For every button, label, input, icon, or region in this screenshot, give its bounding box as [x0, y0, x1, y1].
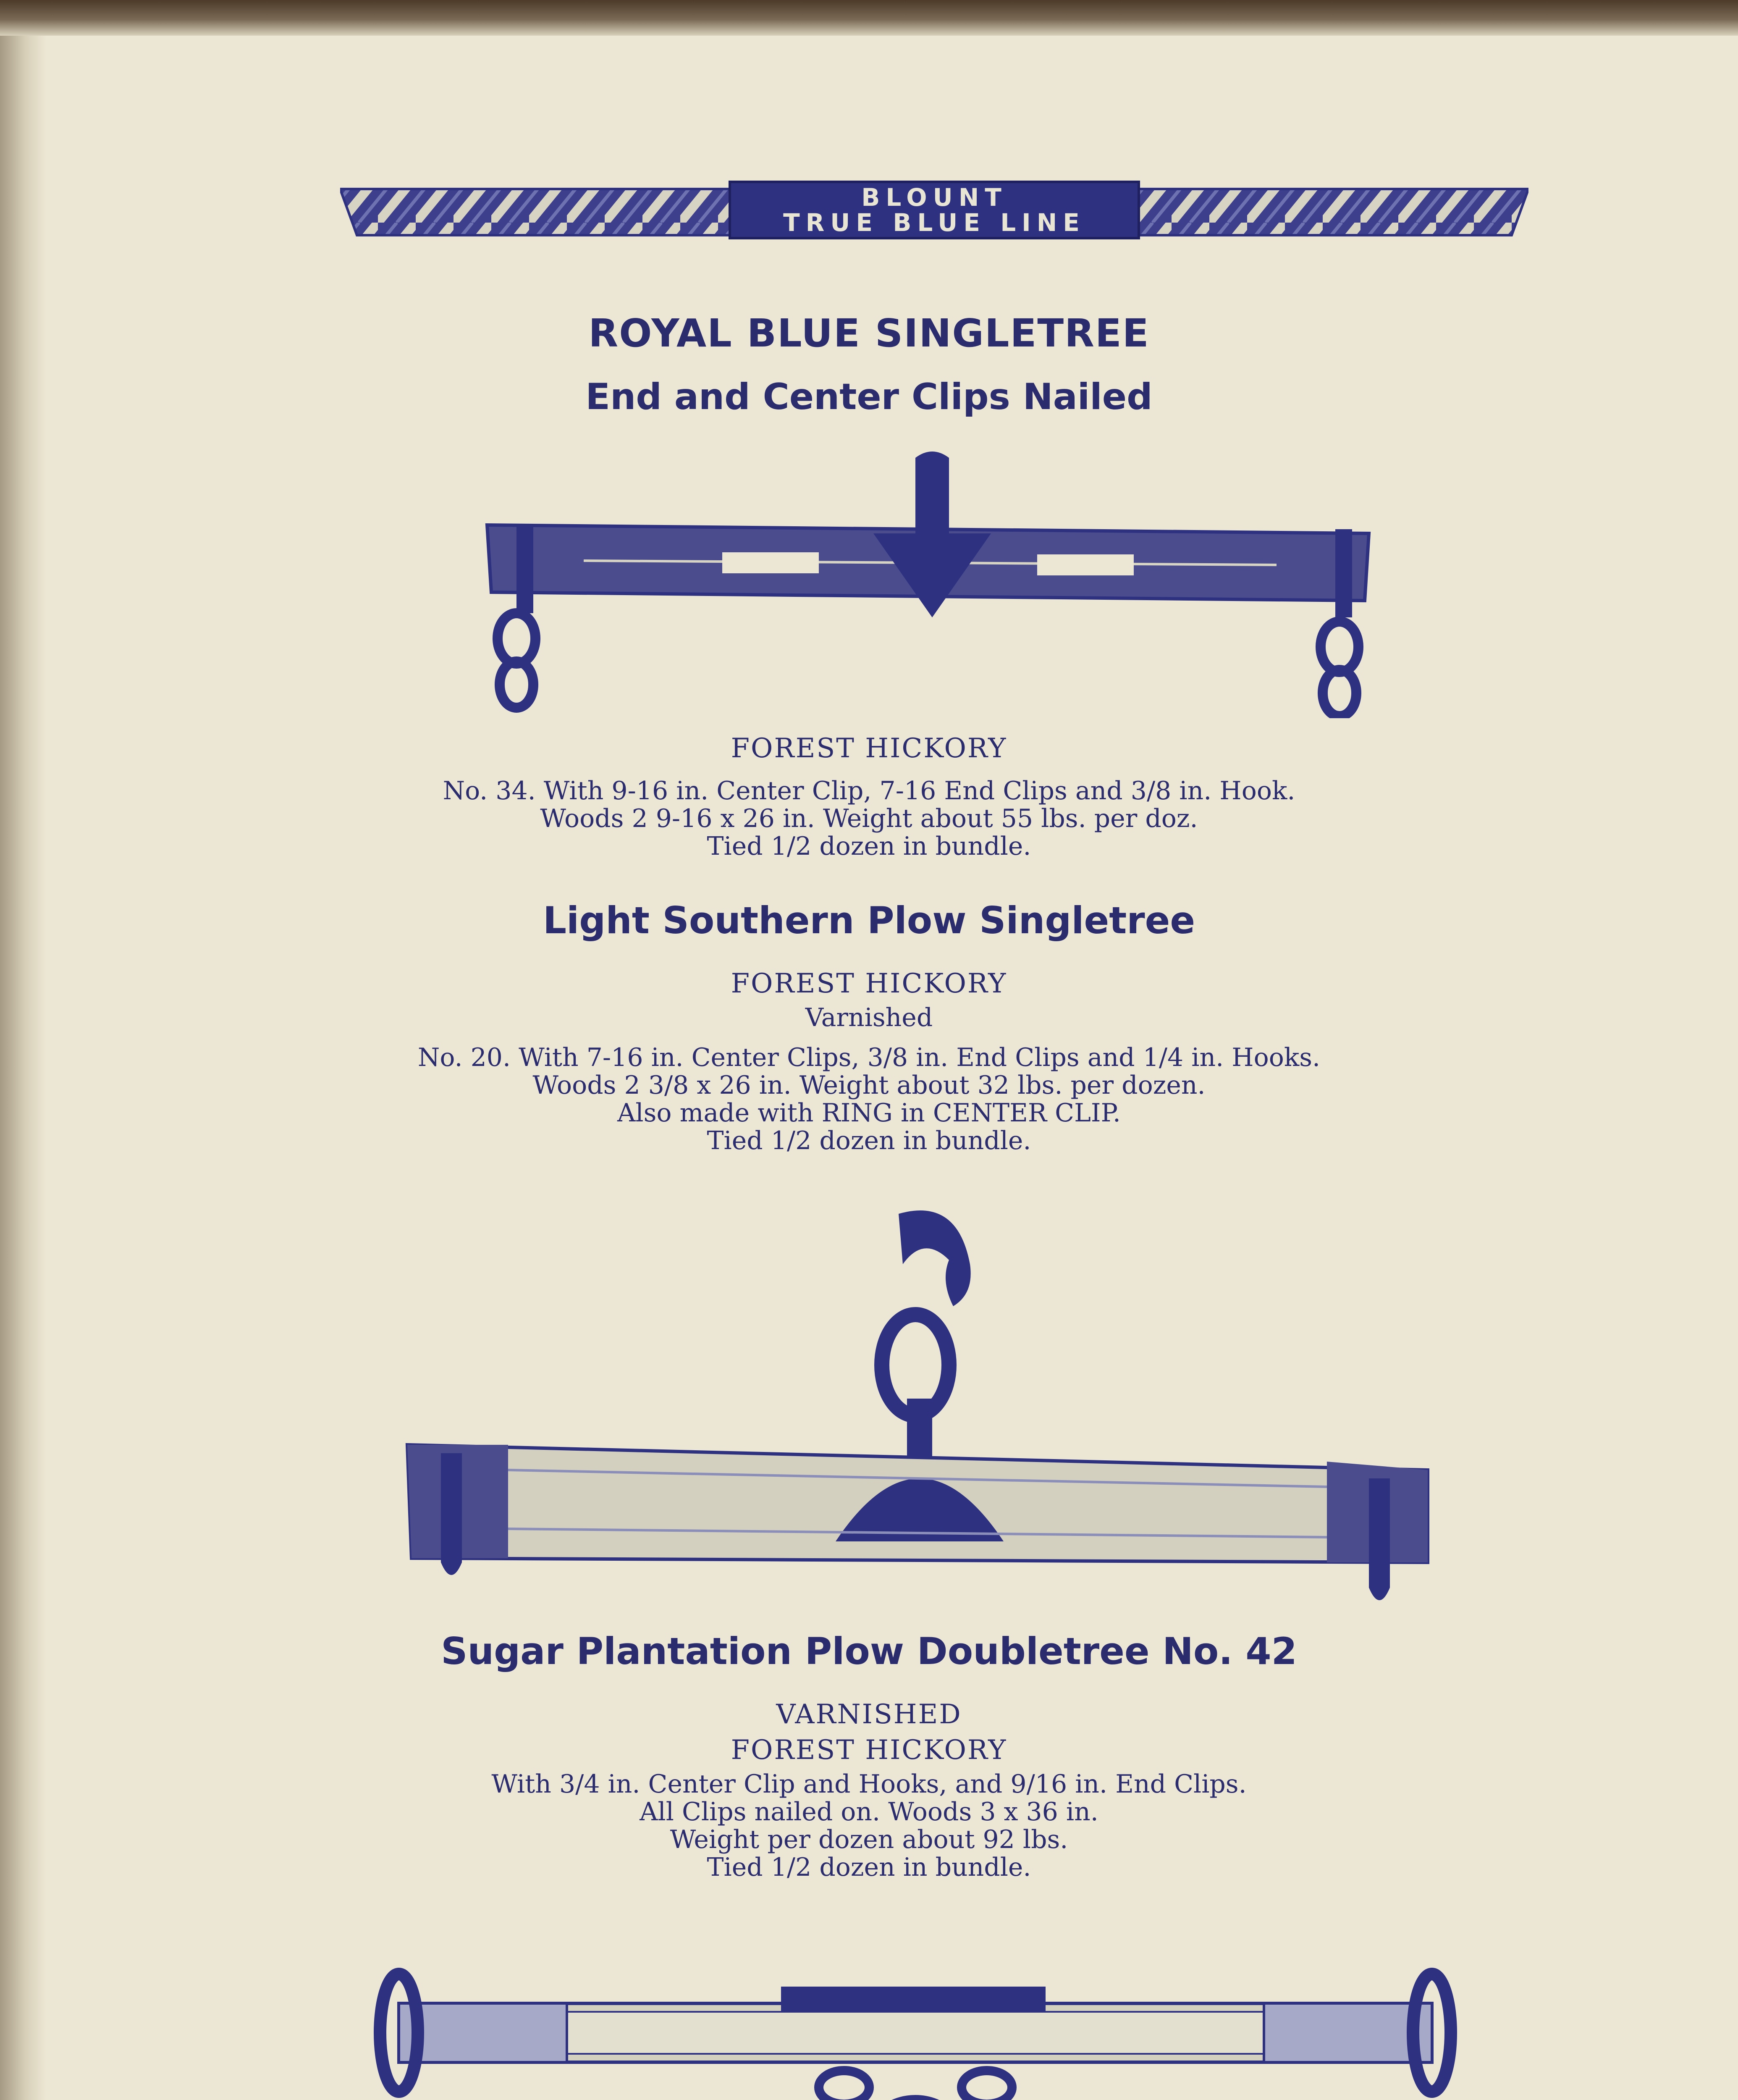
- section2-line-2: Woods 2 3/8 x 26 in. Weight about 32 lbs. per dozen.: [532, 1071, 1206, 1100]
- section2-line-3: Also made with RING in CENTER CLIP.: [617, 1098, 1121, 1128]
- banner-nameplate: [729, 181, 1140, 239]
- section2-line-1: No. 20. With 7-16 in. Center Clips, 3/8 in. End Clips and 1/4 in. Hooks.: [417, 1043, 1321, 1072]
- section1-subtitle: End and Center Clips Nailed: [585, 376, 1153, 418]
- section3-finish: VARNISHED: [776, 1699, 962, 1730]
- section3-line-4: Tied 1/2 dozen in bundle.: [707, 1853, 1031, 1882]
- section3-title: Sugar Plantation Plow Doubletree No. 42: [441, 1630, 1297, 1673]
- section2-material: FOREST HICKORY: [731, 968, 1007, 999]
- section3-line-2: All Clips nailed on. Woods 3 x 36 in.: [640, 1797, 1098, 1827]
- section2-line-4: Tied 1/2 dozen in bundle.: [707, 1126, 1031, 1155]
- doubletree-illustration: [403, 1201, 1436, 1617]
- banner-line-1: BLOUNT: [861, 183, 1007, 212]
- section1-material: FOREST HICKORY: [731, 733, 1007, 764]
- neckyoke-illustration: [365, 1940, 1465, 2100]
- section2-finish: Varnished: [805, 1003, 933, 1032]
- section2-title: Light Southern Plow Singletree: [543, 899, 1195, 942]
- section1-line-3: Tied 1/2 dozen in bundle.: [707, 832, 1031, 861]
- section1-title: ROYAL BLUE SINGLETREE: [588, 311, 1150, 356]
- section1-line-1: No. 34. With 9-16 in. Center Clip, 7-16 End Clips and 3/8 in. Hook.: [443, 776, 1295, 806]
- header-banner: [340, 176, 1528, 244]
- singletree-illustration: [479, 449, 1377, 718]
- section1-line-2: Woods 2 9-16 x 26 in. Weight about 55 lbs. per doz.: [540, 804, 1198, 833]
- section3-line-3: Weight per dozen about 92 lbs.: [670, 1825, 1068, 1854]
- section3-material: FOREST HICKORY: [731, 1735, 1007, 1766]
- section3-line-1: With 3/4 in. Center Clip and Hooks, and 9/16 in. End Clips.: [491, 1769, 1247, 1799]
- banner-line-2: TRUE BLUE LINE: [783, 208, 1085, 237]
